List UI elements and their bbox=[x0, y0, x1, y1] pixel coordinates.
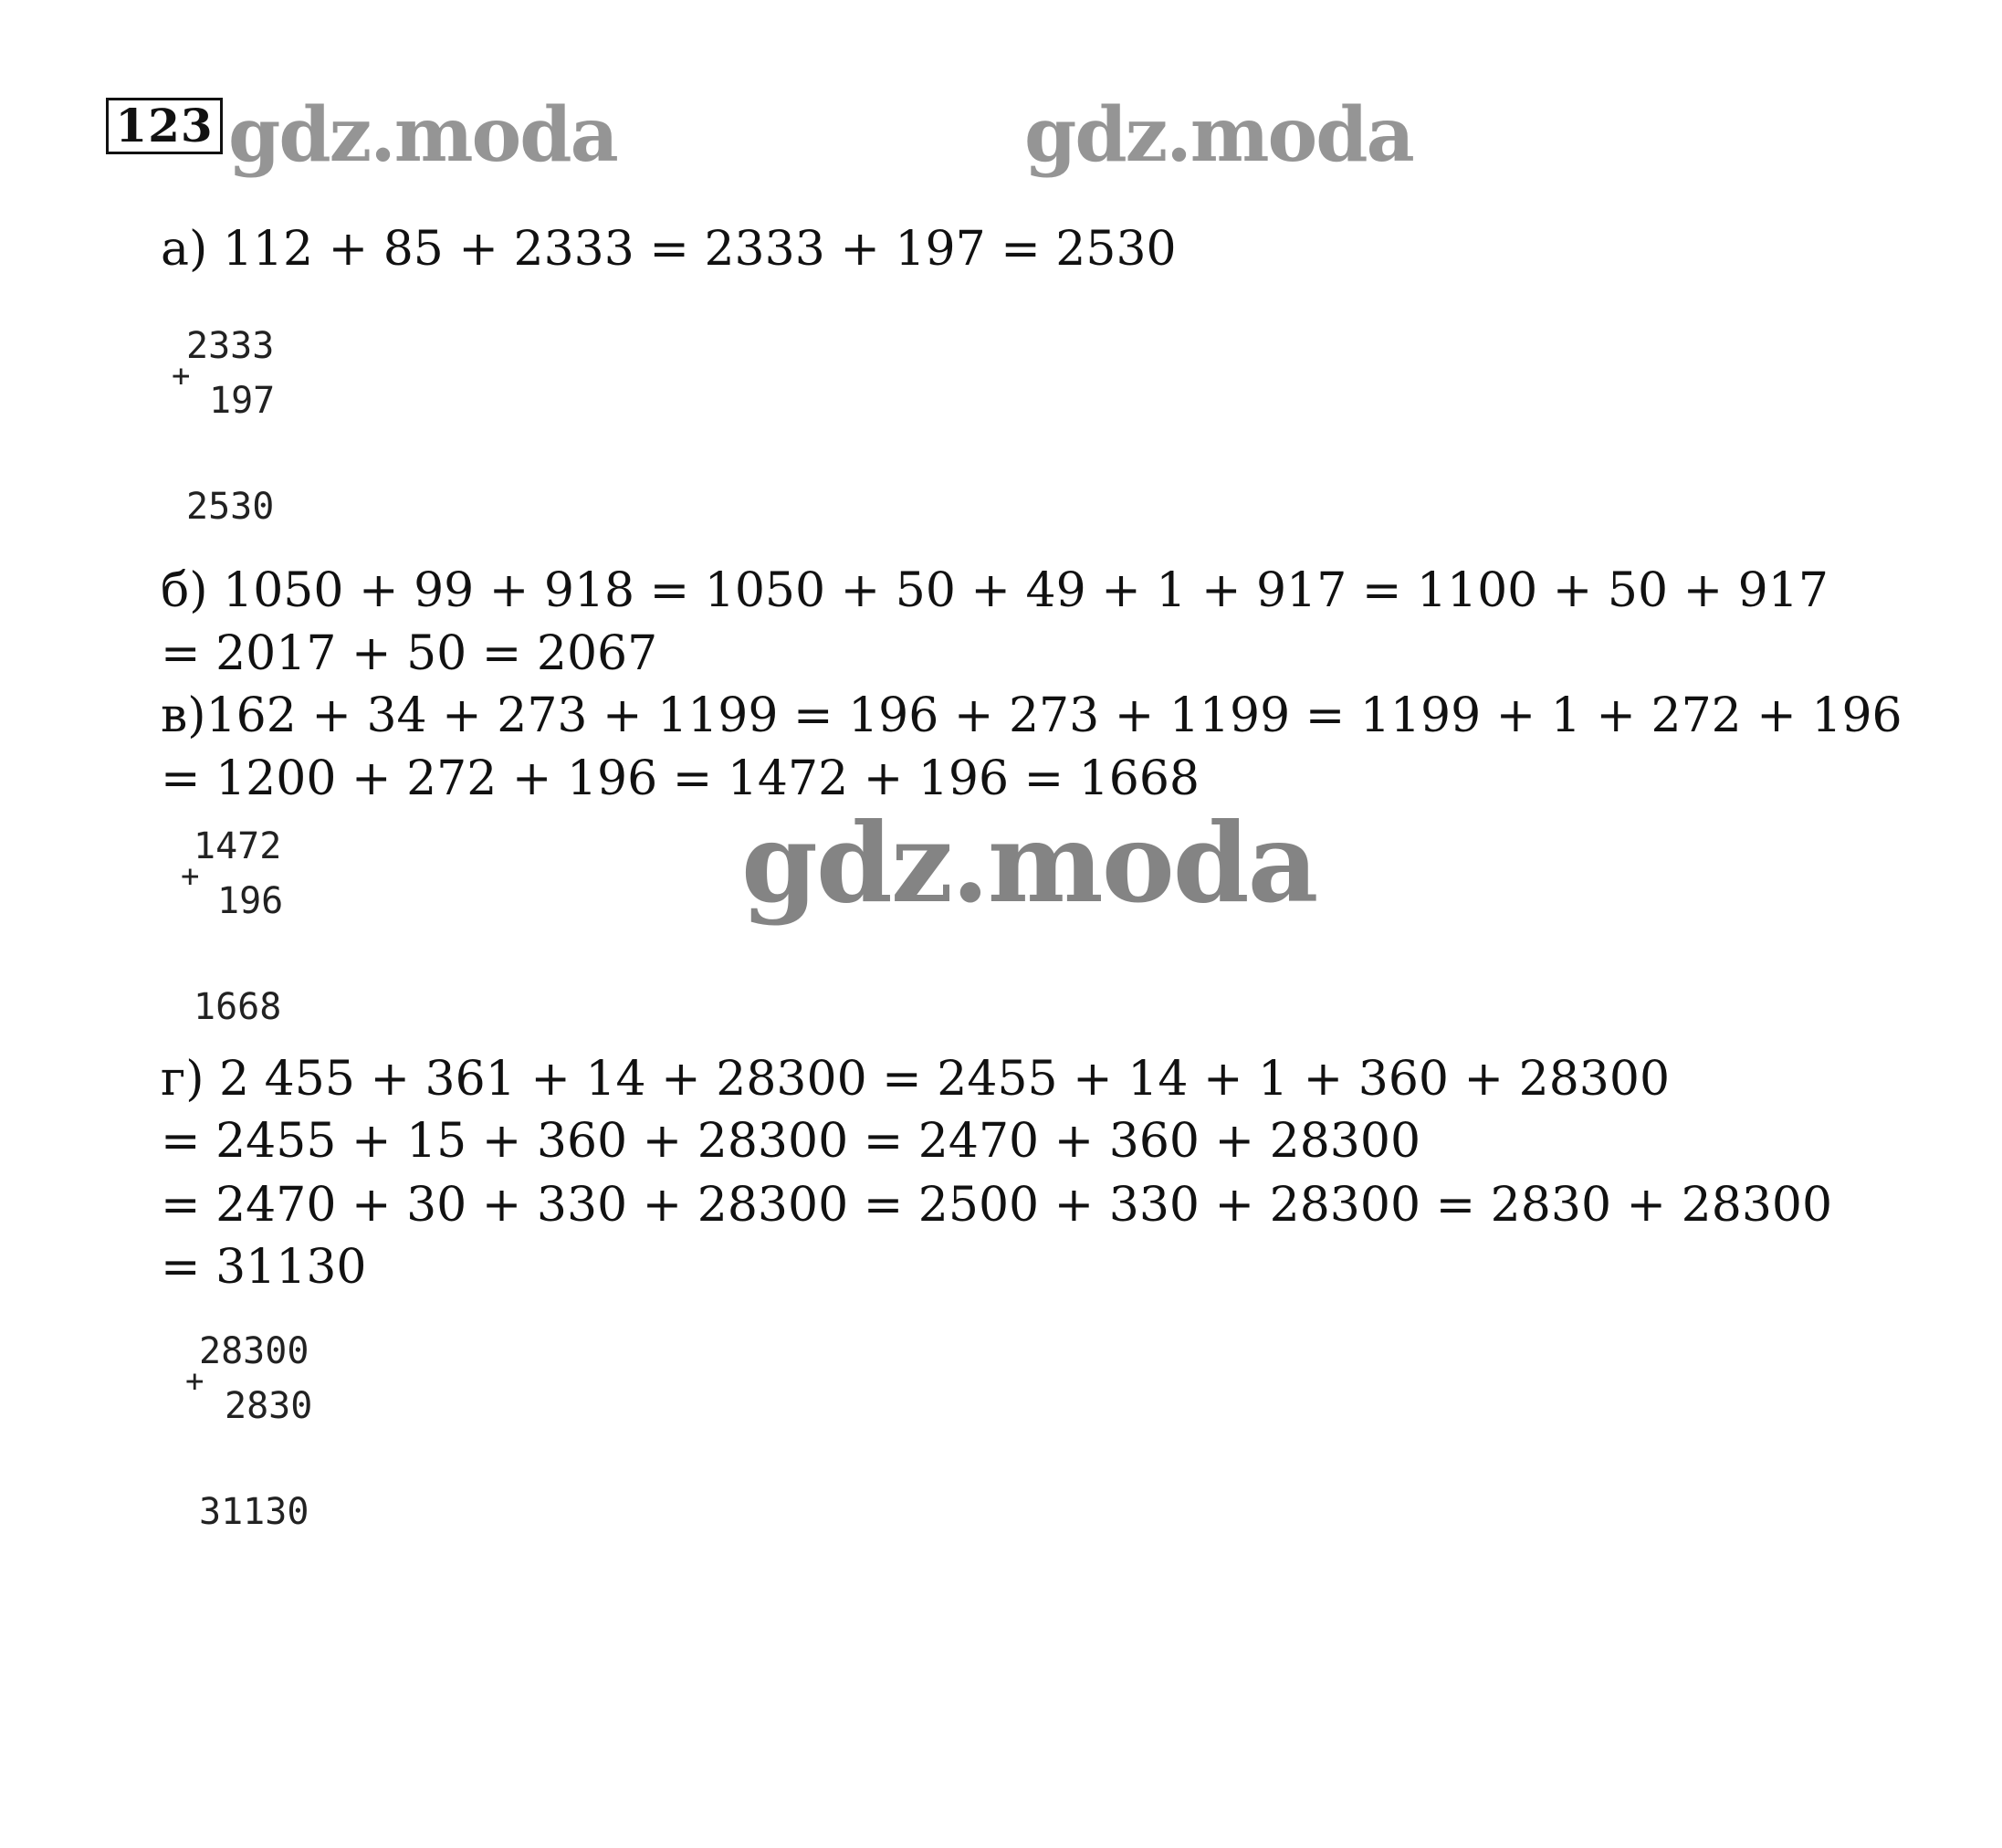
part-g-column-plus: + bbox=[185, 1363, 204, 1400]
part-g-equation-line-2: = 2455 + 15 + 360 + 28300 = 2470 + 360 + 28300 bbox=[161, 1114, 1421, 1169]
watermark-center: gdz.moda bbox=[741, 799, 1317, 928]
part-v-column-result: 1668 bbox=[194, 986, 282, 1028]
part-b-equation-line-2: = 2017 + 50 = 2067 bbox=[161, 626, 658, 681]
part-g-equation-line-3: = 2470 + 30 + 330 + 28300 = 2500 + 330 + 28300 = 2830 + 28300 bbox=[161, 1178, 1833, 1233]
part-g-column-top: 28300 bbox=[199, 1330, 309, 1372]
part-g-column-result: 31130 bbox=[199, 1491, 309, 1533]
part-a-equation: а) 112 + 85 + 2333 = 2333 + 197 = 2530 bbox=[161, 222, 1177, 277]
part-a-column-plus: + bbox=[172, 358, 191, 394]
part-v-equation-line-2: = 1200 + 272 + 196 = 1472 + 196 = 1668 bbox=[161, 751, 1200, 806]
part-g-equation-line-1: г) 2 455 + 361 + 14 + 28300 = 2455 + 14 + 1 + 360 + 28300 bbox=[161, 1052, 1671, 1107]
part-a-column-top: 2333 bbox=[186, 325, 275, 367]
watermark-right: gdz.moda bbox=[1024, 91, 1413, 179]
part-g-column-bottom: 2830 bbox=[225, 1385, 313, 1427]
watermark-left: gdz.moda bbox=[228, 91, 617, 179]
part-g-equation-line-4: = 31130 bbox=[161, 1240, 367, 1295]
part-a-column-bottom: 197 bbox=[209, 380, 276, 422]
part-a-column-result: 2530 bbox=[186, 486, 275, 528]
part-v-equation-line-1: в)162 + 34 + 273 + 1199 = 196 + 273 + 1199 = 1199 + 1 + 272 + 196 bbox=[161, 688, 1902, 743]
part-b-equation-line-1: б) 1050 + 99 + 918 = 1050 + 50 + 49 + 1 + 917 = 1100 + 50 + 917 bbox=[161, 563, 1829, 618]
problem-number: 123 bbox=[106, 98, 223, 154]
part-v-column-plus: + bbox=[181, 858, 200, 895]
part-v-column-bottom: 196 bbox=[217, 880, 284, 922]
part-v-column-top: 1472 bbox=[194, 825, 282, 867]
